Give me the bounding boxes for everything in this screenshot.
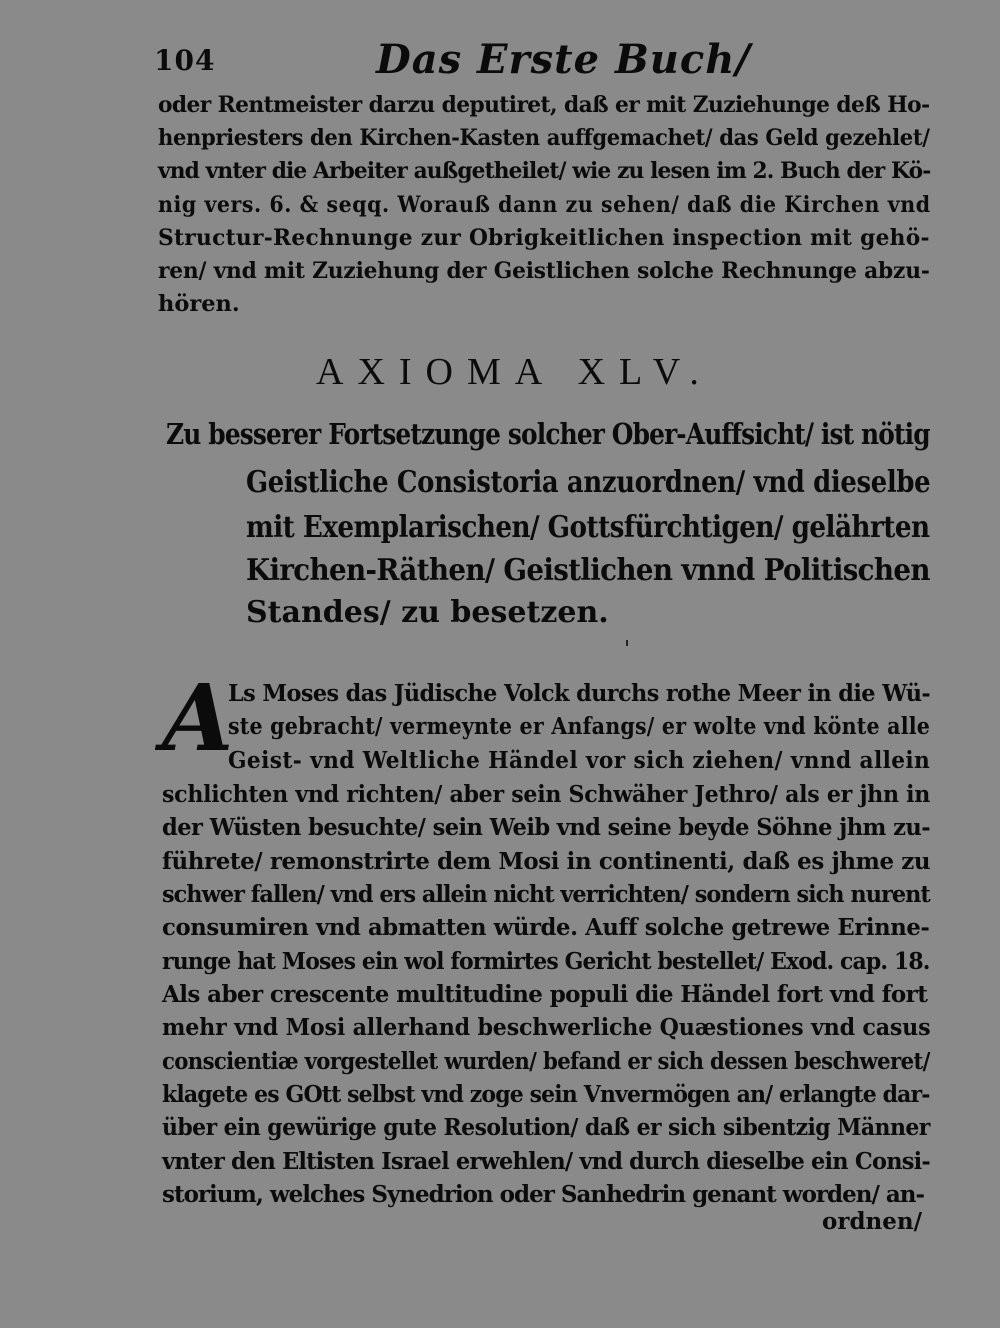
text-line: klagete es GOtt selbst vnd zoge sein Vnvermögen an/ erlangte dar- [162, 1081, 930, 1108]
text-line: henpriesters den Kirchen-Kasten auffgemachet/ das Geld gezehlet/ [158, 125, 930, 151]
text-line: schwer fallen/ vnd ers allein nicht verrichten/ sondern sich nurent [162, 881, 930, 908]
text-line: schlichten vnd richten/ aber sein Schwäher Jethro/ als er jhn in [162, 781, 931, 808]
text-line: conscientiæ vorgestellet wurden/ befand er sich dessen beschweret/ [162, 1048, 930, 1075]
text-line: oder Rentmeister darzu deputiret, daß er mit Zuziehunge deß Ho- [158, 92, 930, 118]
ink-speck [626, 640, 628, 646]
page-number: 104 [154, 44, 216, 77]
text-line: storium, welches Synedrion oder Sanhedrin genant worden/ an- [162, 1181, 925, 1208]
drop-cap: A [162, 664, 234, 772]
text-line: mehr vnd Mosi allerhand beschwerliche Quæstiones vnd casus [162, 1014, 931, 1041]
text-line: hören. [158, 291, 240, 317]
text-line: Ls Moses das Jüdische Volck durchs rothe Meer in die Wü- [228, 680, 931, 707]
text-line: nig vers. 6. & seqq. Worauß dann zu sehen/ daß die Kirchen vnd [158, 192, 931, 218]
text-line: ste gebracht/ vermeynte er Anfangs/ er wolte vnd könte alle [228, 713, 931, 740]
text-line: Structur-Rechnunge zur Obrigkeitlichen inspection mit gehö- [158, 225, 930, 251]
text-line: über ein gewürige gute Resolution/ daß er sich sibentzig Männer [162, 1114, 930, 1141]
text-line: führete/ remonstrirte dem Mosi in continenti, daß es jhme zu [162, 848, 931, 875]
text-line: runge hat Moses ein wol formirtes Gericht bestellet/ Exod. cap. 18. [162, 948, 930, 975]
running-head: Das Erste Buch/ [376, 36, 751, 83]
catchword: ordnen/ [822, 1208, 923, 1235]
heading-line: Standes/ zu besetzen. [246, 595, 609, 630]
text-line: vnter den Eltisten Israel erwehlen/ vnd durch dieselbe ein Consi- [162, 1148, 930, 1175]
text-line: der Wüsten besuchte/ sein Weib vnd seine beyde Söhne jhm zu- [162, 814, 930, 841]
text-line: ren/ vnd mit Zuziehung der Geistlichen solche Rechnunge abzu- [158, 258, 930, 284]
heading-line: Geistliche Consistoria anzuordnen/ vnd dieselbe [246, 465, 931, 500]
text-line: Als aber crescente multitudine populi die Händel fort vnd fort [162, 981, 928, 1008]
text-line: vnd vnter die Arbeiter außgetheilet/ wie zu lesen im 2. Buch der Kö- [158, 158, 931, 184]
heading-line: Kirchen-Räthen/ Geistlichen vnnd Politischen [246, 553, 930, 588]
text-line: consumiren vnd abmatten würde. Auff solche getrewe Erinne- [162, 914, 930, 941]
heading-line: Zu besserer Fortsetzunge solcher Ober-Auffsicht/ ist nötig [166, 417, 930, 451]
section-title: AXIOMA XLV. [316, 351, 713, 393]
text-line: Geist- vnd Weltliche Händel vor sich ziehen/ vnnd allein [228, 747, 931, 774]
heading-line: mit Exemplarischen/ Gottsfürchtigen/ gelährten [246, 509, 930, 544]
